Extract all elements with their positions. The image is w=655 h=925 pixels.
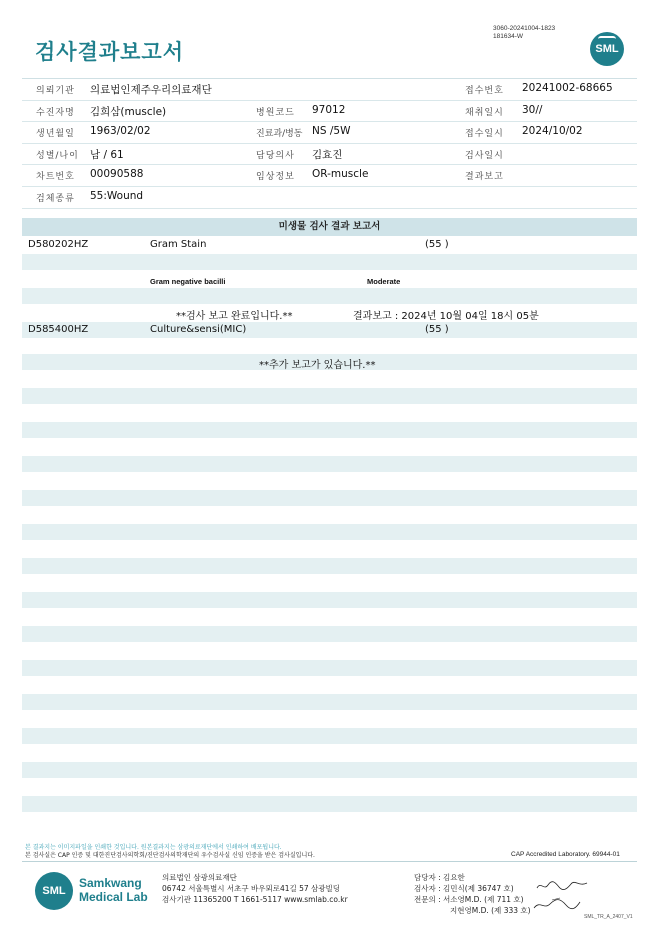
info-row	[22, 187, 637, 209]
doctor-value: 김효진	[312, 148, 343, 161]
document-id-line1: 3060-20241004-1823	[493, 25, 556, 32]
tester: 검사자 : 김민식(제 36747 호)	[414, 884, 514, 893]
report-band	[22, 592, 637, 608]
dept-value: NS /5W	[312, 125, 351, 138]
test2-specimen: (55 )	[425, 324, 449, 335]
additional-message: **추가 보고가 있습니다.**	[259, 360, 376, 371]
image-print-notice: 본 결과지는 이미지파일을 인쇄한 것입니다. 원본결과지는 삼광의료재단에서 인쇄하여 배포됩니다.	[25, 844, 282, 851]
lab-name-line1: Samkwang	[79, 876, 142, 890]
clinical-value: OR-muscle	[312, 168, 369, 181]
lab-license: 검사기관 11365200 T 1661-5117 www.smlab.co.kr	[162, 895, 348, 904]
birth-value: 1963/02/02	[90, 125, 151, 138]
test2-name: Culture&sensi(MIC)	[150, 324, 247, 335]
dept-label: 진료과/병동	[256, 129, 303, 140]
report-band	[22, 694, 637, 710]
form-code: SML_TR_A_2407_V1	[584, 914, 633, 920]
sml-logo-icon: SML	[590, 32, 624, 66]
birth-label: 생년월일	[36, 129, 75, 140]
manager: 담당자 : 김요한	[414, 873, 465, 882]
info-row	[22, 165, 637, 187]
accreditation-notice: 본 검사실은 CAP 인증 및 대한진단검사의학회/진단검사의학재단의 우수검사실 신임 인증을 받은 검사실입니다.	[25, 852, 315, 859]
receipt-no-value: 20241002-68665	[522, 82, 613, 94]
complete-message: **검사 보고 완료입니다.**	[176, 311, 293, 322]
chart-label: 차트번호	[36, 172, 75, 183]
receipt-no-label: 접수번호	[465, 86, 504, 96]
test1-specimen: (55 )	[425, 239, 449, 250]
patient-value: 김희삼(muscle)	[90, 105, 167, 118]
specimen-value: 55:Wound	[90, 189, 144, 202]
info-row	[22, 79, 637, 101]
document-id-line2: 181634-W	[493, 33, 523, 40]
hospital-code-value: 97012	[312, 103, 346, 116]
report-band	[22, 728, 637, 744]
report-band	[22, 422, 637, 438]
collect-date-label: 채취일시	[465, 107, 504, 118]
info-row	[22, 144, 637, 166]
report-band	[22, 456, 637, 472]
document-id	[493, 25, 555, 41]
section-title: 미생물 검사 결과 보고서	[22, 218, 637, 236]
report-band	[22, 388, 637, 404]
footer-sml-logo-icon: SML	[35, 872, 73, 910]
gram-result: Gram negative bacilli	[150, 277, 226, 286]
report-band	[22, 626, 637, 642]
report-band	[22, 524, 637, 540]
report-band	[22, 796, 637, 812]
foundation-name: 의료법인 삼광의료재단	[162, 873, 237, 882]
receipt-date-value: 2024/10/02	[522, 125, 583, 138]
info-row	[22, 122, 637, 144]
test-date-label: 검사일시	[465, 150, 504, 161]
sex-age-value: 남 / 61	[90, 148, 124, 161]
collect-date-value: 30//	[522, 103, 543, 116]
page-title: 검사결과보고서	[35, 40, 185, 64]
specialist-signature-icon	[532, 896, 582, 912]
clinical-label: 임상정보	[256, 172, 295, 183]
specialist-2: 지현영M.D. (제 333 호)	[450, 906, 531, 915]
report-band	[22, 762, 637, 778]
info-row	[22, 101, 637, 123]
report-band	[22, 558, 637, 574]
test1-code: D580202HZ	[28, 239, 89, 250]
lab-name-line2: Medical Lab	[79, 890, 148, 904]
specimen-label: 검체종류	[36, 193, 75, 204]
patient-label: 수진자명	[36, 107, 75, 118]
institution-label: 의뢰기관	[36, 86, 75, 96]
hospital-code-label: 병원코드	[256, 107, 295, 118]
test2-code: D585400HZ	[28, 324, 89, 335]
institution-value: 의료법인제주우리의료재단	[90, 84, 212, 96]
lab-address: 06742 서울특별시 서초구 바우뫼로41길 57 삼광빌딩	[162, 884, 341, 893]
report-band	[22, 490, 637, 506]
report-band	[22, 254, 637, 270]
specialist-1: 전문의 : 서소영M.D. (제 711 호)	[414, 895, 524, 904]
test1-name: Gram Stain	[150, 239, 207, 250]
result-report-label: 결과보고	[465, 172, 504, 183]
report-band	[22, 288, 637, 304]
gram-amount: Moderate	[367, 277, 401, 286]
patient-info-table	[22, 78, 637, 209]
sex-age-label: 성별/나이	[36, 150, 79, 161]
receipt-date-label: 접수일시	[465, 129, 504, 140]
chart-value: 00090588	[90, 168, 144, 181]
footer-divider	[22, 861, 637, 862]
doctor-label: 담당의사	[256, 150, 295, 161]
report-band	[22, 322, 637, 338]
result-time: 결과보고 : 2024년 10월 04일 18시 05분	[353, 311, 539, 322]
tester-signature-icon	[535, 879, 590, 893]
report-band	[22, 660, 637, 676]
cap-accreditation: CAP Accredited Laboratory. 69944-01	[511, 851, 620, 858]
